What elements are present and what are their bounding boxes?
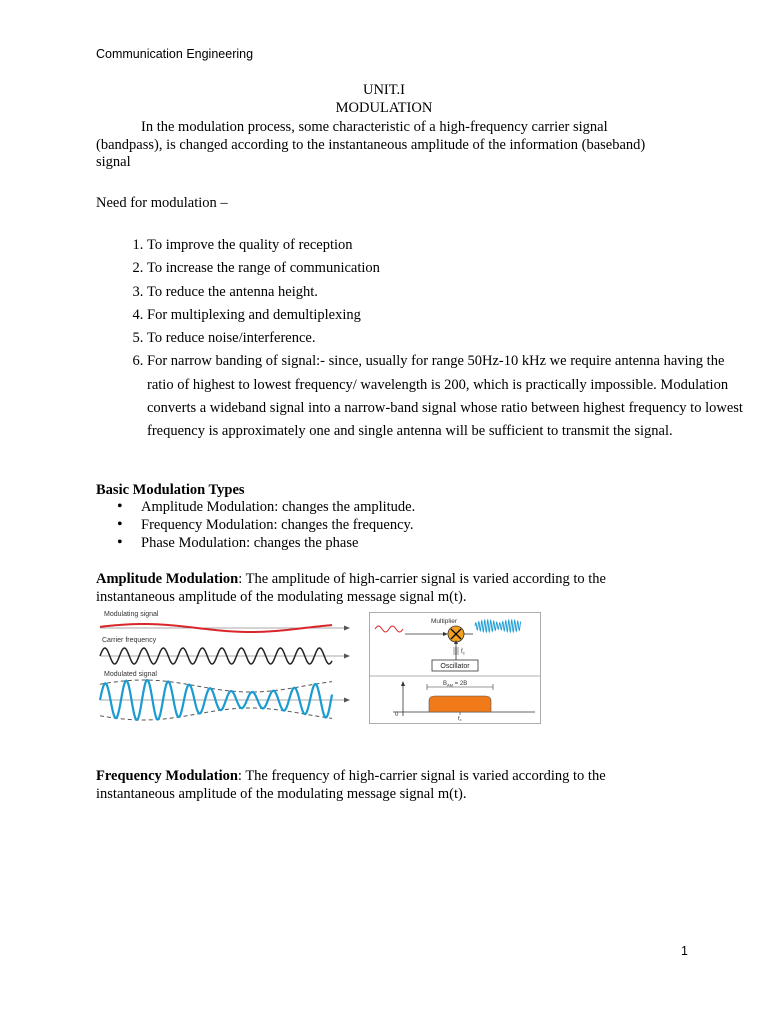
am-spectrum-band bbox=[429, 696, 491, 712]
am-text: : The amplitude of high-carrier signal is varied according to the instantaneous amplitude of the modulating message signal m(t). bbox=[96, 571, 606, 605]
am-term: Amplitude Modulation bbox=[96, 571, 239, 587]
unit-label: UNIT.I bbox=[362, 82, 405, 98]
page-number: 1 bbox=[681, 944, 688, 958]
need-heading: Need for modulation – bbox=[96, 195, 228, 211]
bandwidth-label: $B_{AM} = 2B$ bbox=[443, 681, 468, 688]
intro-paragraph: In the modulation process, some characteristic of a high-frequency carrier signal (bandpass), is changed according to the instantaneous amplitude of the information (baseband) signal bbox=[96, 119, 646, 170]
axis-arrow bbox=[344, 654, 350, 659]
types-heading: Basic Modulation Types bbox=[96, 482, 245, 498]
list-item: 5. To reduce noise/interference. bbox=[147, 327, 747, 350]
list-item: • Frequency Modulation: changes the frequency. bbox=[141, 516, 701, 534]
fm-paragraph bbox=[96, 768, 676, 803]
types-list bbox=[96, 498, 701, 552]
running-header: Communication Engineering bbox=[96, 47, 254, 61]
list-item: 6. For narrow banding of signal:- since, usually for range 50Hz-10 kHz we require antenna having the ratio of highest to lowest frequency/ wavelength is 200, which is practically impossible. Modulation converts a wideband signal into a narrow-band signal whose ratio between highest frequency to lowest frequency is approximately one and single antenna will be sufficient to transmit the signal. bbox=[147, 350, 747, 443]
axis-arrow bbox=[344, 698, 350, 703]
axis-arrow bbox=[344, 626, 350, 631]
am-paragraph bbox=[96, 571, 676, 606]
list-item: 4. For multiplexing and demultiplexing bbox=[147, 304, 747, 327]
oscillator-label: Oscillator bbox=[440, 663, 470, 670]
am-block-diagram bbox=[369, 612, 541, 724]
fm-term: Frequency Modulation bbox=[96, 768, 238, 784]
modulating-signal-label: Modulating signal bbox=[104, 611, 159, 618]
page-title: MODULATION bbox=[335, 100, 433, 116]
origin-label: 0 bbox=[395, 712, 399, 718]
list-item: 3. To reduce the antenna height. bbox=[147, 281, 747, 304]
needs-list bbox=[96, 234, 747, 444]
carrier-frequency-label: Carrier frequency bbox=[102, 637, 157, 644]
list-item: • Phase Modulation: changes the phase bbox=[141, 534, 701, 552]
list-item: 2. To increase the range of communication bbox=[147, 257, 747, 280]
multiplier-label: Multiplier bbox=[431, 618, 458, 625]
fm-text: : The frequency of high-carrier signal is varied according to the instantaneous amplitude of the modulating message signal m(t). bbox=[96, 768, 606, 802]
am-waveform-figure bbox=[96, 606, 352, 726]
fc-label: $f_c$ bbox=[461, 649, 465, 656]
list-item: • Amplitude Modulation: changes the amplitude. bbox=[141, 498, 701, 516]
list-item: 1. To improve the quality of reception bbox=[147, 234, 747, 257]
fc-axis-label: $f_c$ bbox=[458, 716, 462, 723]
modulated-signal-label: Modulated signal bbox=[104, 671, 157, 678]
